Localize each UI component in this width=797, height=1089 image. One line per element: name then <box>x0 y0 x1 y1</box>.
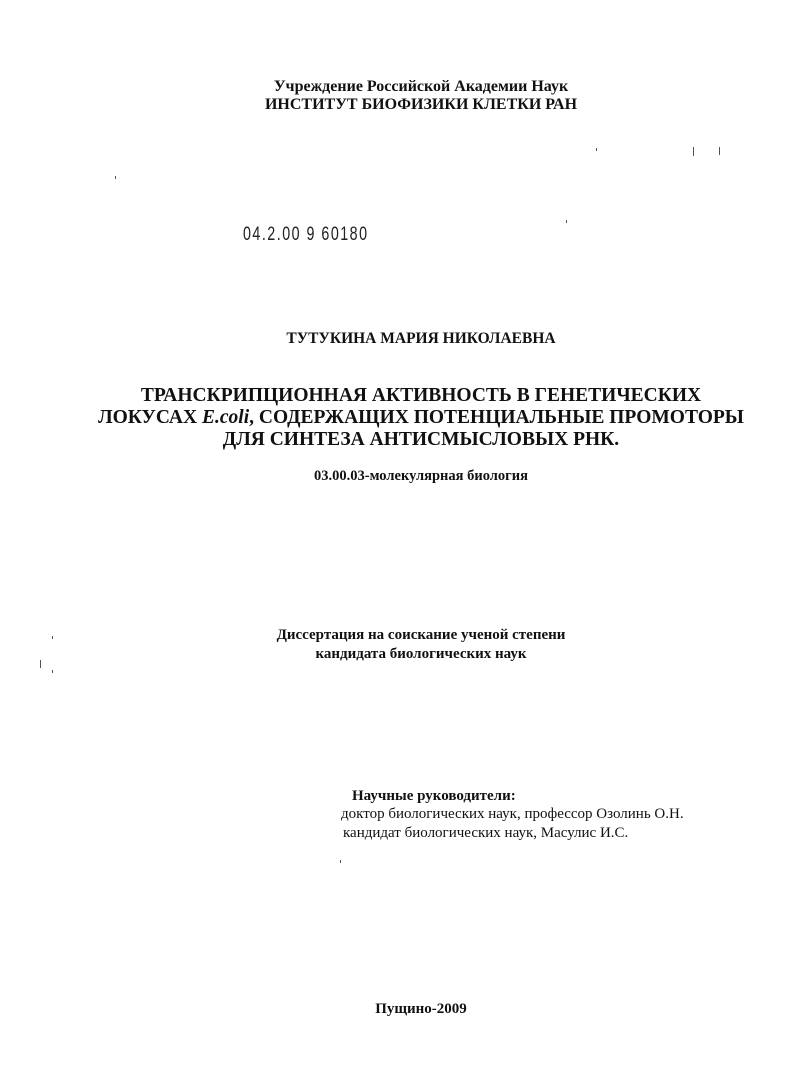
place-year: Пущино-2009 <box>375 1001 467 1017</box>
degree-line-1: Диссертация на соискание ученой степени <box>276 627 566 643</box>
scan-speck <box>115 176 116 179</box>
supervisors-label: Научные руководители: <box>352 788 516 804</box>
scan-speck <box>693 147 694 156</box>
title-line-3: ДЛЯ СИНТЕЗА АНТИСМЫСЛОВЫХ РНК. <box>222 429 620 450</box>
scan-speck <box>596 148 597 151</box>
specialty: 03.00.03-молекулярная биология <box>314 468 528 484</box>
scan-speck <box>52 670 53 673</box>
archive-stamp: 04.2.00 9 60180 <box>243 224 369 245</box>
scan-speck <box>719 147 720 155</box>
scan-speck <box>566 220 567 223</box>
scan-speck <box>52 636 53 639</box>
institution-name: Учреждение Российской Академии Наук <box>273 78 569 95</box>
supervisor-1: доктор биологических наук, профессор Озолинь О.Н. <box>341 806 684 822</box>
title-organism: E.coli <box>201 407 250 428</box>
institute-name: ИНСТИТУТ БИОФИЗИКИ КЛЕТКИ РАН <box>264 96 578 113</box>
author-name: ТУТУКИНА МАРИЯ НИКОЛАЕВНА <box>286 330 556 347</box>
degree-line-2: кандидата биологических наук <box>315 646 527 662</box>
title-line-1: ТРАНСКРИПЦИОННАЯ АКТИВНОСТЬ В ГЕНЕТИЧЕСКИХ <box>140 385 702 406</box>
scan-speck <box>40 660 41 668</box>
scan-speck <box>340 860 341 863</box>
supervisor-2: кандидат биологических наук, Масулис И.С. <box>343 825 629 841</box>
title-line-2 <box>0 407 797 429</box>
title-line-2-suffix: , СОДЕРЖАЩИХ ПОТЕНЦИАЛЬНЫЕ ПРОМОТОРЫ <box>249 407 744 428</box>
title-line-2-prefix: ЛОКУСАХ <box>98 407 202 428</box>
